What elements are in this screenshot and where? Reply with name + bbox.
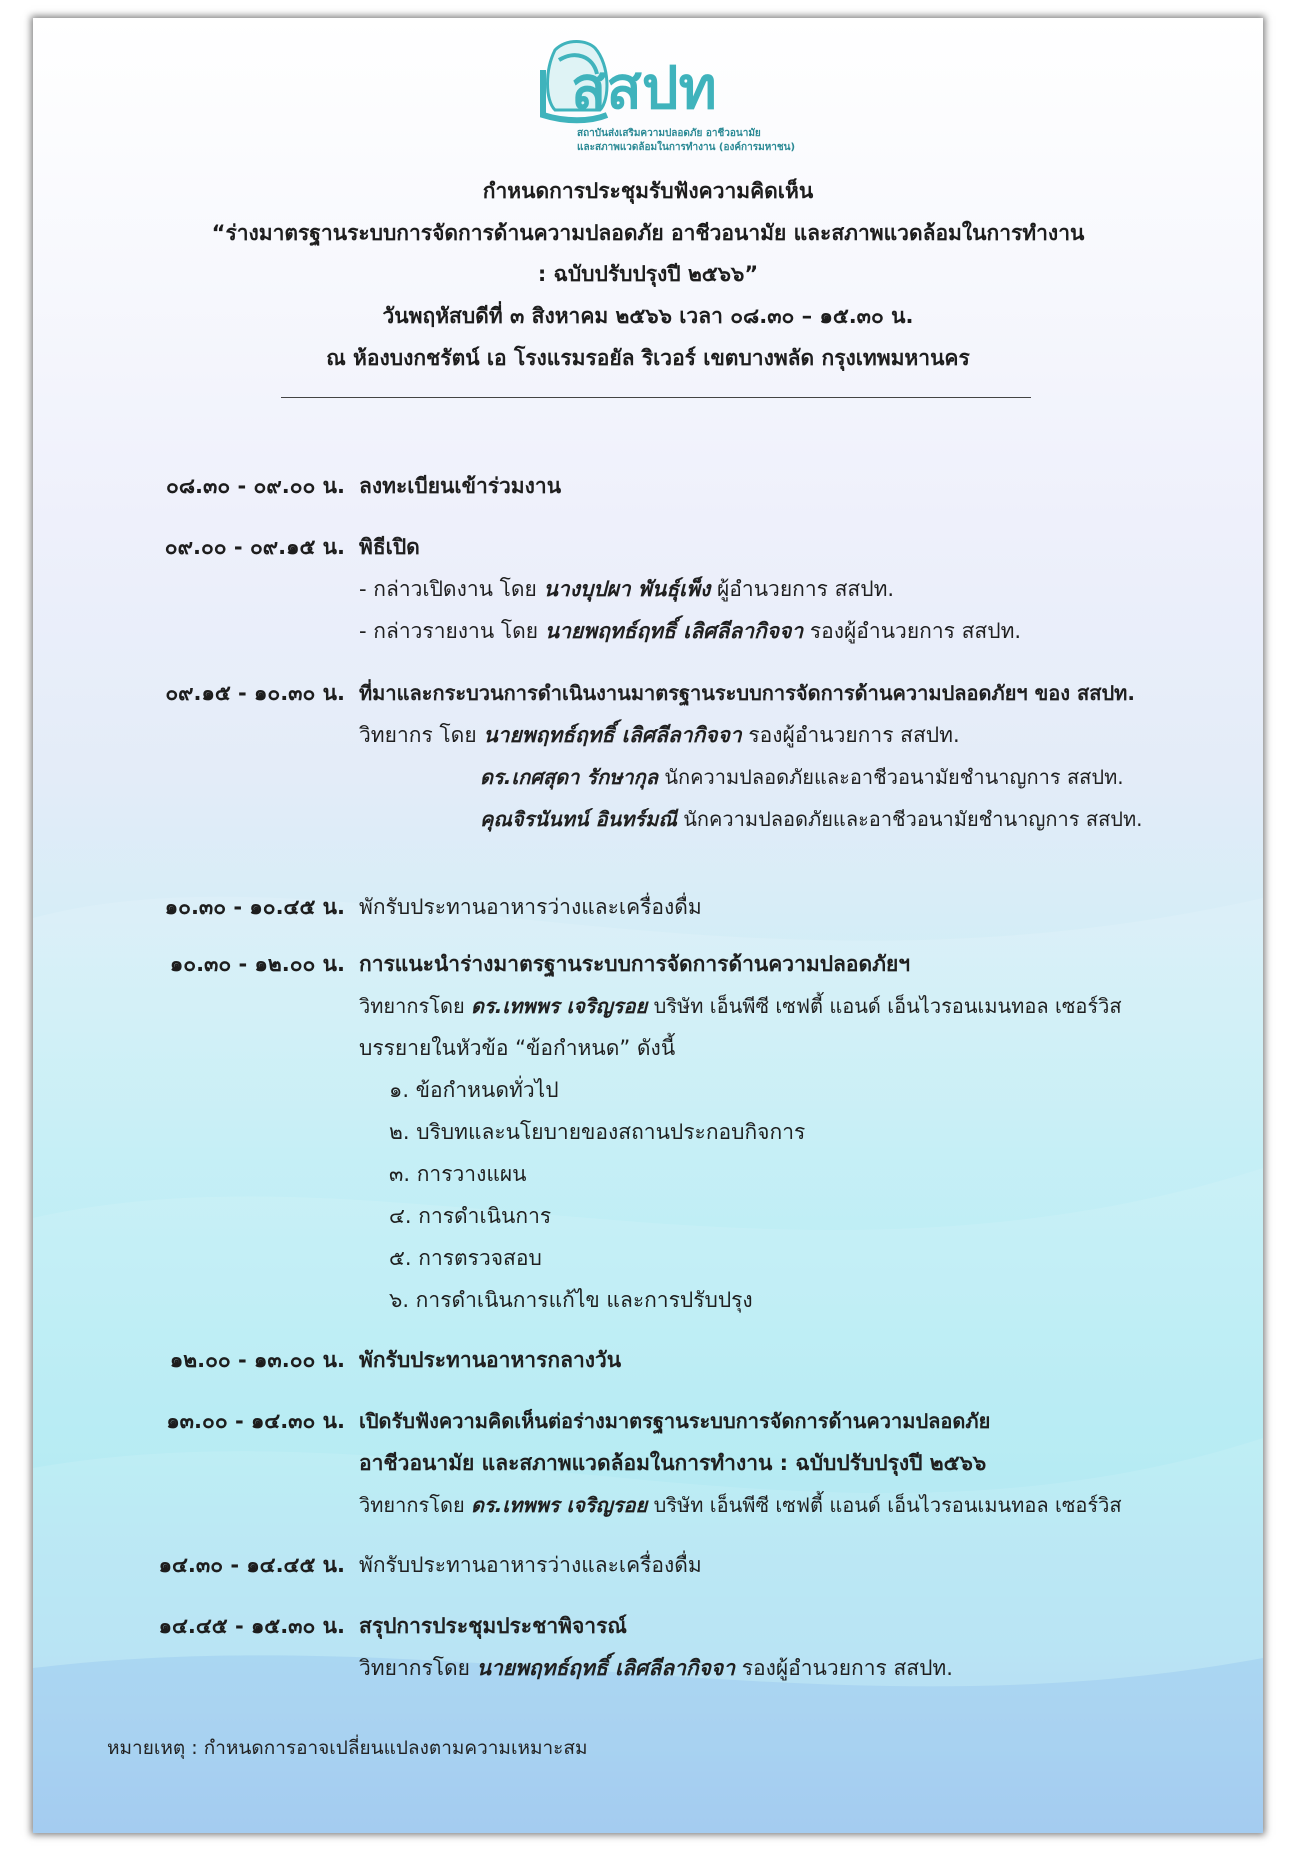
- session-time: ๑๔.๔๕ - ๑๕.๓๐ น.: [158, 1614, 345, 1638]
- session-time: ๑๐.๓๐ - ๑๐.๔๕ น.: [164, 895, 345, 919]
- session-detail: - กล่าวรายงาน โดย นายพฤทธ์ฤทธิ์ เลิศลีลากิจจา รองผู้อำนวยการ สสปท.: [359, 619, 1022, 643]
- speaker-name: นายพฤทธ์ฤทธิ์ เลิศลีลากิจจา: [476, 1656, 736, 1680]
- speaker-name: นางบุปผา พันธุ์เพ็ง: [543, 577, 711, 601]
- session-time: ๐๙.๐๐ - ๐๙.๑๕ น.: [164, 535, 345, 559]
- meeting-datetime: วันพฤหัสบดีที่ ๓ สิงหาคม ๒๕๖๖ เวลา ๐๘.๓๐ – ๑๕.๓๐ น.: [382, 304, 914, 328]
- session-title: ลงทะเบียนเข้าร่วมงาน: [359, 474, 562, 498]
- speaker-name: คุณจิรนันทน์ อินทร์มณี: [480, 807, 677, 831]
- topic-item: ๕. การตรวจสอบ: [389, 1246, 542, 1270]
- session-title: สรุปการประชุมประชาพิจารณ์: [359, 1614, 627, 1638]
- topic-item: ๓. การวางแผน: [389, 1162, 527, 1186]
- document-page: [33, 18, 1263, 1833]
- header-divider: [281, 397, 1031, 398]
- footnote: หมายเหตุ : กำหนดการอาจเปลี่ยนแปลงตามความเหมาะสม: [107, 1737, 588, 1759]
- session-time: ๑๒.๐๐ - ๑๓.๐๐ น.: [169, 1348, 345, 1372]
- session-title: อาชีวอนามัย และสภาพแวดล้อมในการทำงาน : ฉบับปรับปรุงปี ๒๕๖๖: [359, 1451, 987, 1475]
- institute-logo: [535, 30, 796, 160]
- session-title: พิธีเปิด: [359, 535, 420, 559]
- logo-mark-icon: [535, 30, 785, 130]
- session-detail: ดร.เกศสุดา รักษากุล นักความปลอดภัยและอาชีวอนามัยชำนาญการ สสปท.: [480, 765, 1124, 789]
- session-title: พักรับประทานอาหารว่างและเครื่องดื่ม: [359, 1553, 702, 1577]
- session-detail: บรรยายในหัวข้อ “ข้อกำหนด” ดังนี้: [359, 1036, 676, 1060]
- session-detail: วิทยากรโดย ดร.เทพพร เจริญรอย บริษัท เอ็นพีซี เซฟตี้ แอนด์ เอ็นไวรอนเมนทอล เซอร์วิส: [359, 994, 1122, 1018]
- session-title: เปิดรับฟังความคิดเห็นต่อร่างมาตรฐานระบบการจัดการด้านความปลอดภัย: [359, 1409, 991, 1433]
- speaker-name: ดร.เทพพร เจริญรอย: [471, 1493, 648, 1517]
- document-subject: “ร่างมาตรฐานระบบการจัดการด้านความปลอดภัย อาชีวอนามัย และสภาพแวดล้อมในการทำงาน: [211, 221, 1085, 245]
- topic-item: ๒. บริบทและนโยบายของสถานประกอบกิจการ: [389, 1120, 806, 1144]
- speaker-name: นายพฤทธ์ฤทธิ์ เลิศลีลากิจจา: [544, 619, 804, 643]
- svg-text:สสปท: สสปท: [571, 54, 717, 122]
- session-time: ๑๐.๓๐ - ๑๒.๐๐ น.: [169, 952, 345, 976]
- session-title: การแนะนำร่างมาตรฐานระบบการจัดการด้านความปลอดภัยฯ: [359, 952, 911, 976]
- session-detail: วิทยากรโดย นายพฤทธ์ฤทธิ์ เลิศลีลากิจจา รองผู้อำนวยการ สสปท.: [359, 1656, 953, 1680]
- topic-item: ๔. การดำเนินการ: [389, 1204, 552, 1228]
- page-title: กำหนดการประชุมรับฟังความคิดเห็น: [482, 179, 814, 203]
- session-title: พักรับประทานอาหารกลางวัน: [359, 1348, 622, 1372]
- logo-tagline: สถาบันส่งเสริมความปลอดภัย อาชีวอนามัย: [577, 128, 761, 139]
- session-detail: วิทยากรโดย ดร.เทพพร เจริญรอย บริษัท เอ็นพีซี เซฟตี้ แอนด์ เอ็นไวรอนเมนทอล เซอร์วิส: [359, 1493, 1122, 1517]
- session-time: ๐๙.๑๕ - ๑๐.๓๐ น.: [165, 681, 345, 705]
- session-title: ที่มาและกระบวนการดำเนินงานมาตรฐานระบบการจัดการด้านความปลอดภัยฯ ของ สสปท.: [359, 681, 1135, 705]
- speaker-name: ดร.เกศสุดา รักษากุล: [480, 765, 658, 789]
- session-detail: วิทยากร โดย นายพฤทธ์ฤทธิ์ เลิศลีลากิจจา รองผู้อำนวยการ สสปท.: [359, 723, 960, 747]
- session-time: ๑๔.๓๐ - ๑๔.๔๕ น.: [158, 1553, 345, 1577]
- meeting-venue: ณ ห้องบงกชรัตน์ เอ โรงแรมรอยัล ริเวอร์ เขตบางพลัด กรุงเทพมหานคร: [326, 346, 970, 370]
- logo-tagline: และสภาพแวดล้อมในการทำงาน (องค์การมหาชน): [577, 142, 796, 153]
- session-detail: คุณจิรนันทน์ อินทร์มณี นักความปลอดภัยและอาชีวอนามัยชำนาญการ สสปท.: [480, 807, 1143, 831]
- session-time: ๐๘.๓๐ - ๐๙.๐๐ น.: [166, 474, 345, 498]
- session-time: ๑๓.๐๐ - ๑๔.๓๐ น.: [166, 1409, 345, 1433]
- topic-item: ๑. ข้อกำหนดทั่วไป: [389, 1078, 559, 1102]
- speaker-name: นายพฤทธ์ฤทธิ์ เลิศลีลากิจจา: [483, 723, 742, 747]
- session-title: พักรับประทานอาหารว่างและเครื่องดื่ม: [359, 895, 702, 919]
- topic-item: ๖. การดำเนินการแก้ไข และการปรับปรุง: [389, 1288, 753, 1312]
- document-subject-edition: : ฉบับปรับปรุงปี ๒๕๖๖”: [537, 262, 759, 286]
- speaker-name: ดร.เทพพร เจริญรอย: [471, 994, 648, 1018]
- session-detail: - กล่าวเปิดงาน โดย นางบุปผา พันธุ์เพ็ง ผู้อำนวยการ สสปท.: [359, 577, 895, 601]
